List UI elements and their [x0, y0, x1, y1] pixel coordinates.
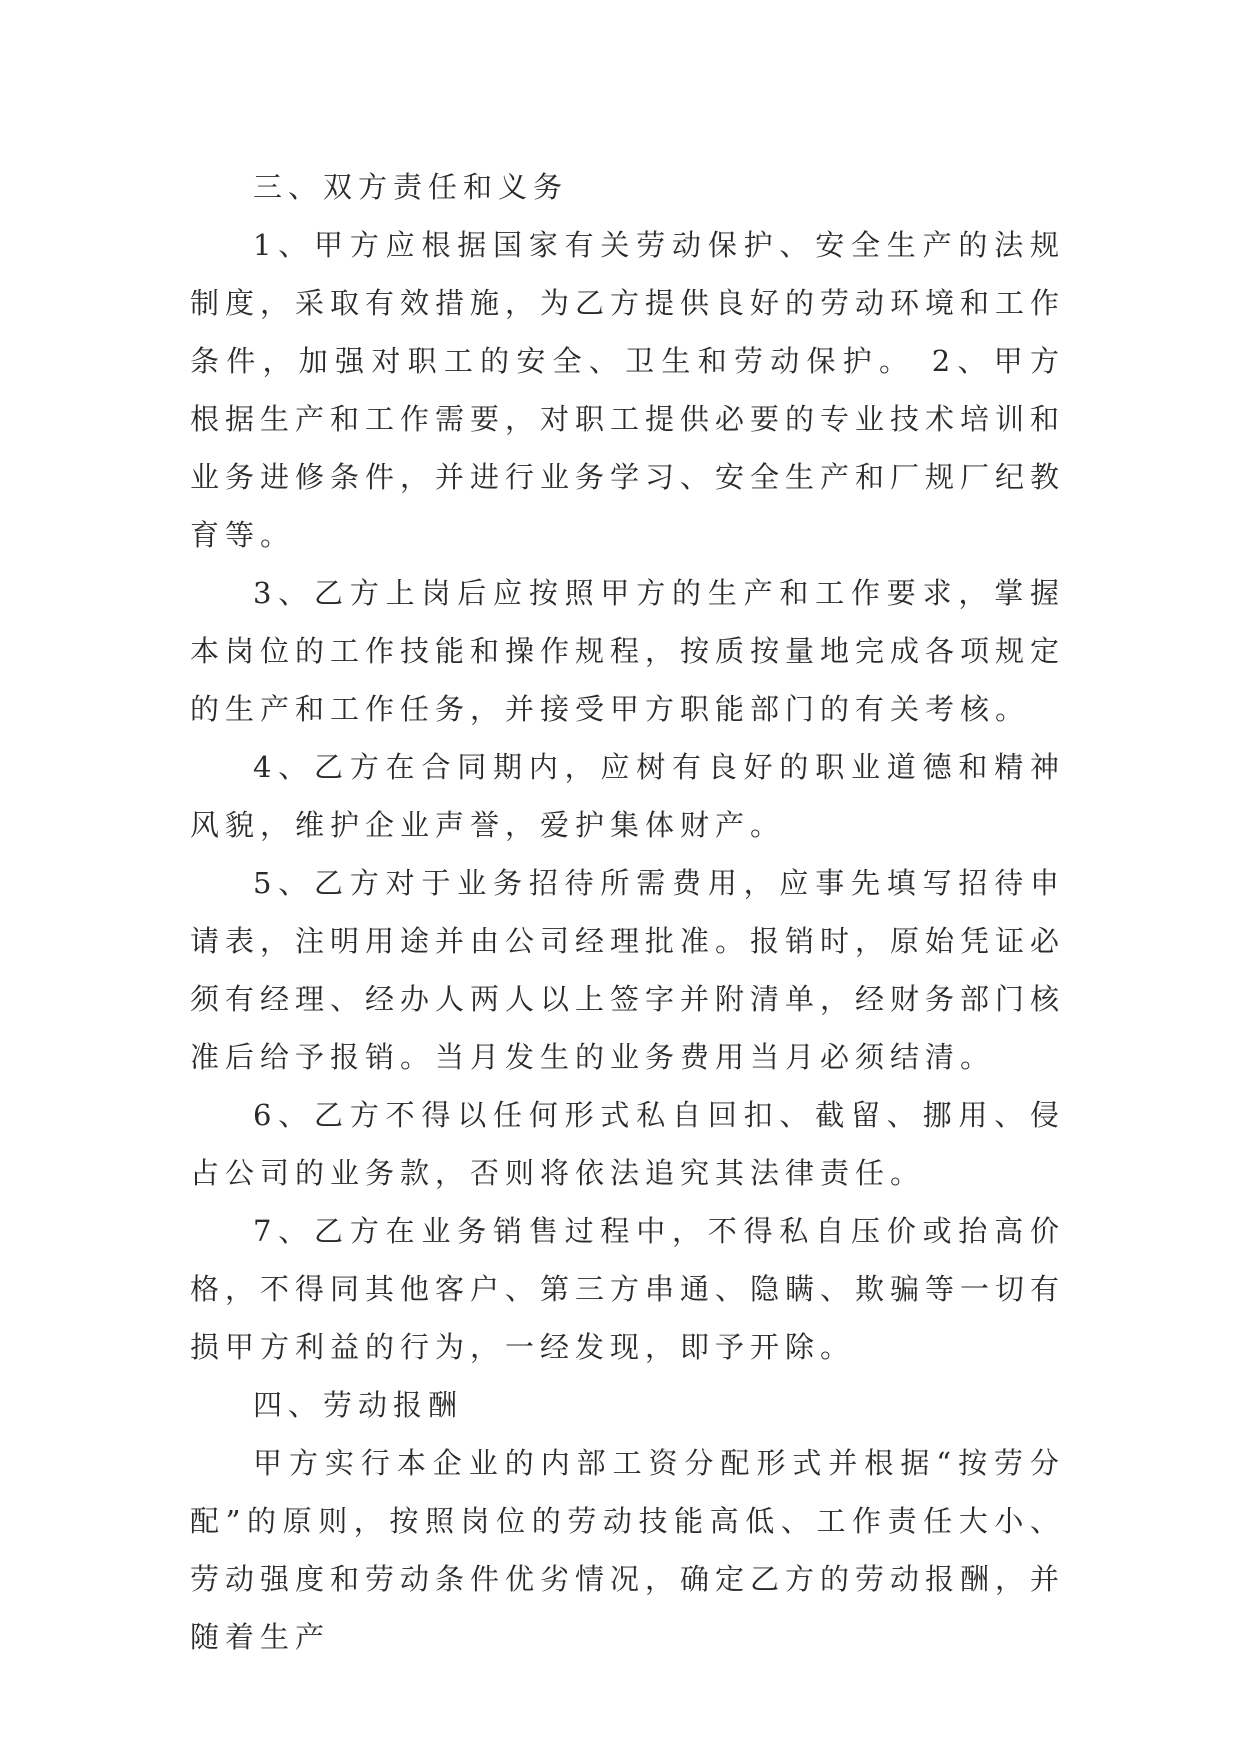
paragraph-clause-7: 7、乙方在业务销售过程中，不得私自压价或抬高价格，不得同其他客户、第三方串通、隐瞒、欺骗等一切有损甲方利益的行为，一经发现，即予开除。 — [190, 1214, 1066, 1364]
paragraph-remuneration: 甲方实行本企业的内部工资分配形式并根据“按劳分配”的原则，按照岗位的劳动技能高低、工作责任大小、劳动强度和劳动条件优劣情况，确定乙方的劳动报酬，并随着生产 — [190, 1446, 1066, 1654]
paragraph-clause-6: 6、乙方不得以任何形式私自回扣、截留、挪用、侵占公司的业务款，否则将依法追究其法律责任。 — [190, 1098, 1065, 1190]
document-page — [190, 158, 1065, 1666]
paragraph-clause-1-2: 1、甲方应根据国家有关劳动保护、安全生产的法规制度，采取有效措施，为乙方提供良好的劳动环境和工作条件，加强对职工的安全、卫生和劳动保护。 2、甲方根据生产和工作需要，对职工提供必要的专业技术培训和业务进修条件，并进行业务学习、安全生产和厂规厂纪教育等。 — [190, 228, 1066, 552]
paragraph-clause-3: 3、乙方上岗后应按照甲方的生产和工作要求，掌握本岗位的工作技能和操作规程，按质按量地完成各项规定的生产和工作任务，并接受甲方职能部门的有关考核。 — [190, 576, 1066, 726]
section-heading-remuneration: 四、劳动报酬 — [253, 1388, 464, 1422]
paragraph-clause-4: 4、乙方在合同期内，应树有良好的职业道德和精神风貌，维护企业声誉，爱护集体财产。 — [190, 750, 1065, 842]
paragraph-clause-5: 5、乙方对于业务招待所需费用，应事先填写招待申请表，注明用途并由公司经理批准。报销时，原始凭证必须有经理、经办人两人以上签字并附清单，经财务部门核准后给予报销。当月发生的业务费用当月必须结清。 — [190, 866, 1066, 1074]
section-heading-responsibilities: 三、双方责任和义务 — [253, 170, 569, 204]
